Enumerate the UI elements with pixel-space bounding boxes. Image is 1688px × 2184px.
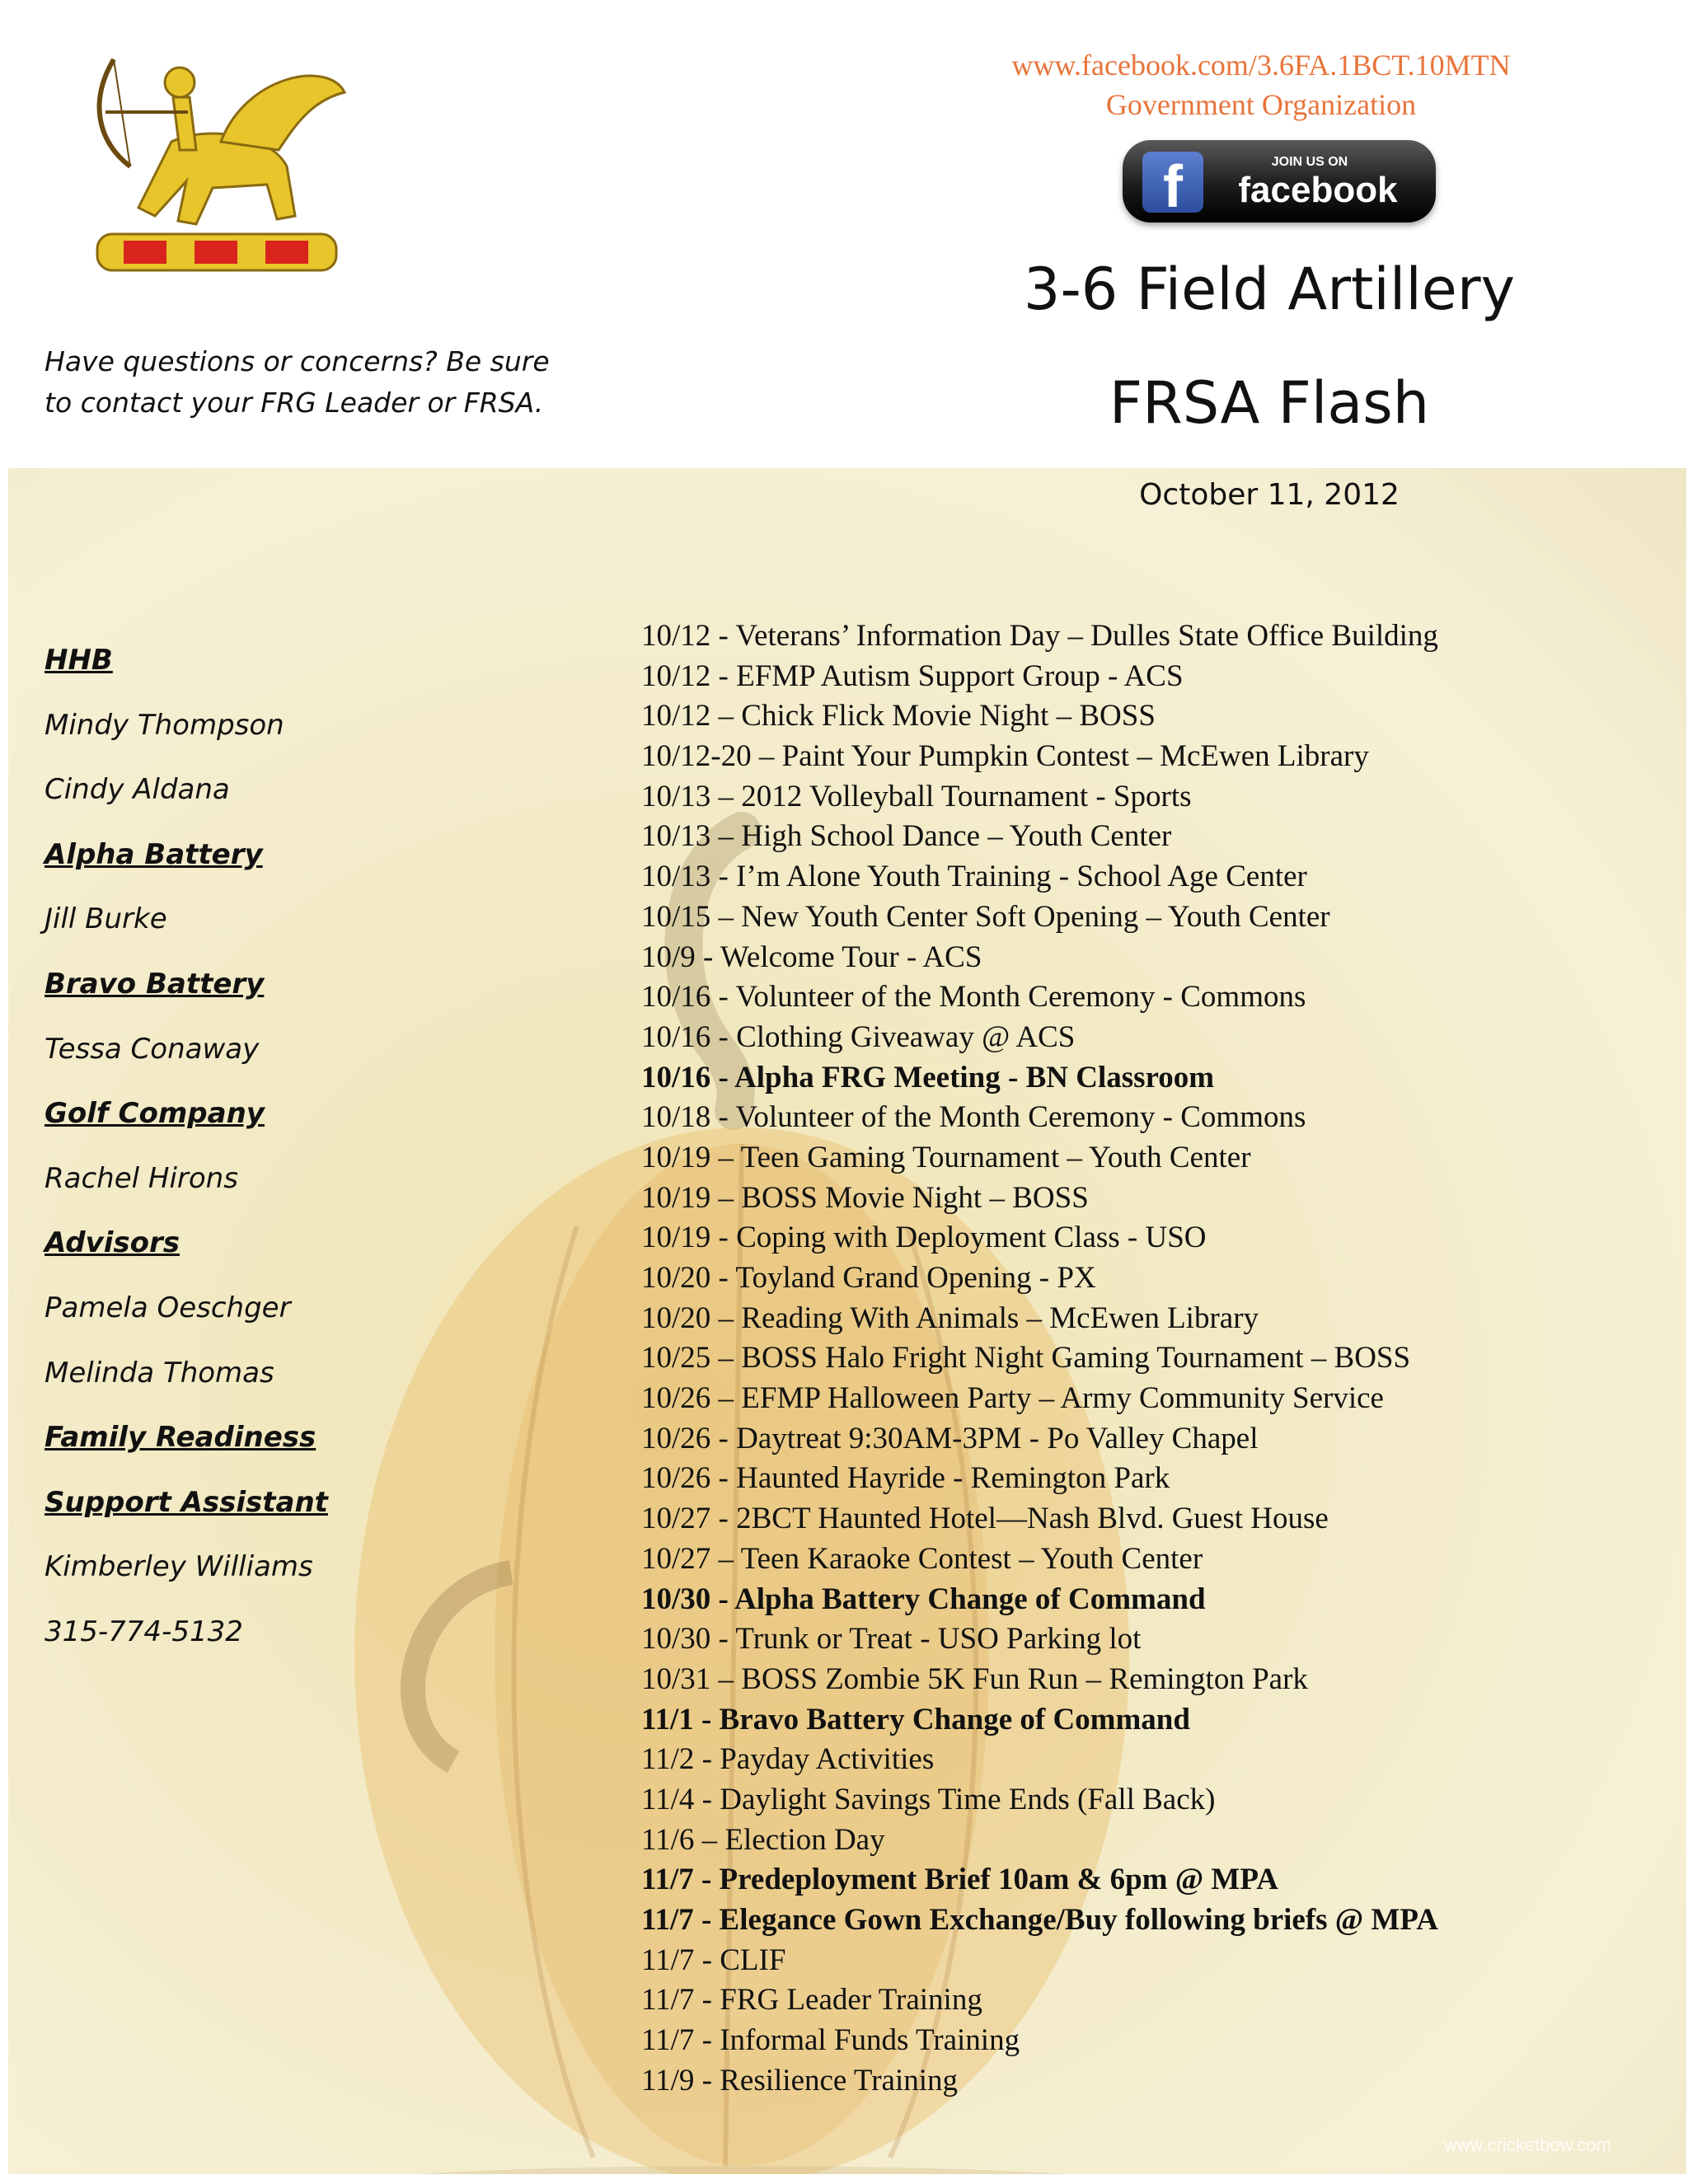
roster-entry: 315-774-5132 [45, 1615, 243, 1648]
event-item: 10/9 - Welcome Tour - ACS [641, 940, 982, 974]
roster-entry: Rachel Hirons [45, 1161, 238, 1195]
event-item: 10/13 - I’m Alone Youth Training - School Age Center [641, 860, 1307, 894]
event-item: 10/13 – 2012 Volleyball Tournament - Sports [641, 779, 1192, 813]
event-item: 10/26 - Daytreat 9:30AM-3PM - Po Valley Chapel [641, 1421, 1259, 1455]
facebook-join-label: JOIN US ON [1271, 155, 1348, 169]
roster-heading: Family Readiness [45, 1421, 316, 1455]
contact-note [45, 341, 638, 424]
event-item: 10/19 - Coping with Deployment Class - USO [641, 1221, 1207, 1255]
roster-entry: Jill Burke [45, 902, 167, 936]
roster-heading: Alpha Battery [45, 837, 263, 871]
event-item: 11/7 - Predeployment Brief 10am & 6pm @ MPA [641, 1863, 1278, 1897]
issue-date: October 11, 2012 [1139, 478, 1400, 512]
event-item: 10/27 - 2BCT Haunted Hotel—Nash Blvd. Guest House [641, 1502, 1329, 1536]
event-item: 11/9 - Resilience Training [641, 2063, 959, 2097]
event-item: 10/12 - EFMP Autism Support Group - ACS [641, 658, 1184, 693]
event-item: 11/7 - Elegance Gown Exchange/Buy following briefs @ MPA [641, 1903, 1438, 1937]
roster-entry: Mindy Thompson [45, 708, 284, 742]
roster-entry: Cindy Aldana [45, 773, 230, 807]
event-item: 10/16 - Clothing Giveaway @ ACS [641, 1019, 1076, 1054]
roster-entry: Melinda Thomas [45, 1356, 274, 1390]
event-item: 10/20 – Reading With Animals – McEwen Library [641, 1301, 1259, 1335]
facebook-page-category: Government Organization [1105, 88, 1417, 121]
contact-note-line-2: to contact your FRG Leader or FRSA. [45, 387, 544, 419]
event-item: 10/20 - Toyland Grand Opening - PX [641, 1261, 1096, 1295]
event-item: 11/7 - Informal Funds Training [641, 2023, 1020, 2058]
event-item: 10/19 – Teen Gaming Tournament – Youth Center [641, 1140, 1251, 1174]
contact-note-line-1: Have questions or concerns? Be sure [45, 345, 550, 377]
roster-entry: Pamela Oeschger [45, 1291, 291, 1324]
roster-heading: Advisors [45, 1226, 181, 1260]
roster-heading: HHB [45, 644, 113, 677]
event-item: 10/30 - Trunk or Treat - USO Parking lot [641, 1622, 1142, 1657]
newsletter-title: 3-6 Field Artillery [1023, 255, 1516, 323]
roster-heading: Support Assistant [45, 1485, 328, 1519]
contact-roster [45, 640, 539, 1676]
events-list [641, 616, 1663, 2101]
event-item: 10/12 – Chick Flick Movie Night – BOSS [641, 699, 1156, 733]
facebook-wordmark: facebook [1238, 170, 1398, 210]
event-item: 10/27 – Teen Karaoke Contest – Youth Center [641, 1541, 1203, 1576]
roster-entry: Tessa Conaway [45, 1032, 260, 1066]
event-item: 10/12-20 – Paint Your Pumpkin Contest – McEwen Library [641, 739, 1369, 774]
event-item: 11/2 - Payday Activities [641, 1742, 935, 1777]
event-item: 10/13 – High School Dance – Youth Center [641, 819, 1172, 854]
image-watermark: www.cricketbow.com [1444, 2135, 1611, 2155]
event-item: 11/6 – Election Day [641, 1822, 885, 1857]
event-item: 10/30 - Alpha Battery Change of Command [641, 1582, 1206, 1616]
event-item: 11/7 - CLIF [641, 1943, 786, 1977]
event-item: 10/26 - Haunted Hayride - Remington Park [641, 1461, 1170, 1496]
facebook-url[interactable]: www.facebook.com/3.6FA.1BCT.10MTN [1011, 49, 1511, 82]
roster-entry: Kimberley Williams [45, 1550, 313, 1584]
event-item: 10/18 - Volunteer of the Month Ceremony - Commons [641, 1100, 1306, 1135]
event-item: 11/7 - FRG Leader Training [641, 1983, 982, 2018]
roster-heading: Golf Company [45, 1097, 265, 1131]
unit-insignia-logo [81, 43, 353, 290]
event-item: 10/25 – BOSS Halo Fright Night Gaming Tournament – BOSS [641, 1341, 1411, 1376]
event-item: 11/4 - Daylight Savings Time Ends (Fall Back) [641, 1782, 1216, 1816]
facebook-join-button[interactable] [1123, 140, 1436, 223]
event-item: 10/16 - Alpha FRG Meeting - BN Classroom [641, 1060, 1215, 1094]
facebook-icon: f [1142, 152, 1203, 213]
roster-heading: Bravo Battery [45, 967, 265, 1001]
event-item: 10/19 – BOSS Movie Night – BOSS [641, 1180, 1089, 1215]
event-item: 10/12 - Veterans’ Information Day – Dulles State Office Building [641, 619, 1438, 653]
event-item: 10/16 - Volunteer of the Month Ceremony - Commons [641, 980, 1306, 1015]
event-item: 10/26 – EFMP Halloween Party – Army Community Service [641, 1381, 1384, 1416]
event-item: 10/15 – New Youth Center Soft Opening – Youth Center [641, 899, 1330, 934]
event-item: 10/31 – BOSS Zombie 5K Fun Run – Remington Park [641, 1661, 1308, 1696]
newsletter-subtitle: FRSA Flash [1109, 369, 1430, 437]
event-item: 11/1 - Bravo Battery Change of Command [641, 1702, 1190, 1736]
